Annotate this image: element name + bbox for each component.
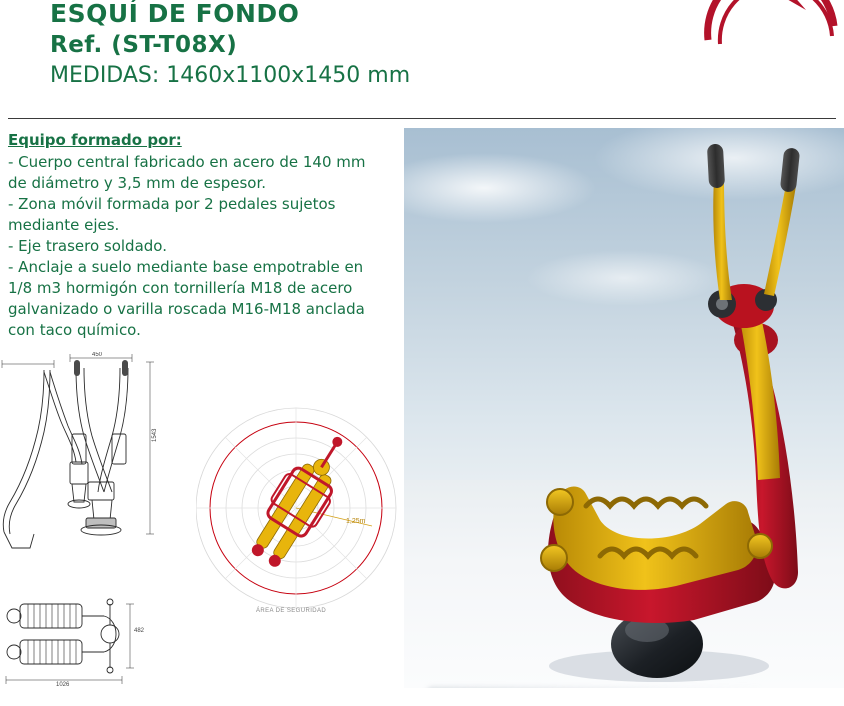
safety-radius-label: 1,25m: [346, 518, 366, 525]
company-logo: [674, 0, 844, 88]
description-line: - Cuerpo central fabricado en acero de 140 mm: [8, 153, 366, 171]
description-line: - Eje trasero soldado.: [8, 237, 167, 255]
description-heading: Equipo formado por:: [8, 131, 182, 149]
plan-view-dimension-length: 1026: [56, 682, 70, 688]
description-line: de diámetro y 3,5 mm de espesor.: [8, 174, 267, 192]
front-view-dimension-height: 1543: [152, 428, 158, 442]
photo-arms: [707, 144, 800, 300]
page-header: [0, 0, 844, 112]
safety-area-diagram: [196, 398, 406, 638]
description-line: galvanizado o varilla roscada M16-M18 anclada: [8, 300, 365, 318]
title-block: [50, 0, 670, 91]
product-reference: Ref. (ST-T08X): [50, 32, 238, 58]
front-view-dimension-width: 450: [92, 352, 103, 358]
product-dimensions: MEDIDAS: 1460x1100x1450 mm: [50, 63, 411, 88]
product-photo: [404, 128, 844, 688]
description-line: mediante ejes.: [8, 216, 120, 234]
plan-view-drawing: [0, 596, 165, 696]
safety-area-caption: ÁREA DE SEGURIDAD: [256, 608, 327, 614]
description-line: 1/8 m3 hormigón con tornillería M18 de acero: [8, 279, 353, 297]
description-line: - Zona móvil formada por 2 pedales sujetos: [8, 195, 336, 213]
description-block: [8, 130, 406, 341]
description-line: con taco químico.: [8, 321, 141, 339]
plan-view-dimension-depth: 482: [134, 628, 145, 634]
header-divider: [8, 118, 836, 119]
front-elevation-drawing: [0, 352, 160, 600]
description-line: - Anclaje a suelo mediante base empotrable en: [8, 258, 364, 276]
page-title: ESQUÍ DE FONDO: [50, 0, 300, 28]
